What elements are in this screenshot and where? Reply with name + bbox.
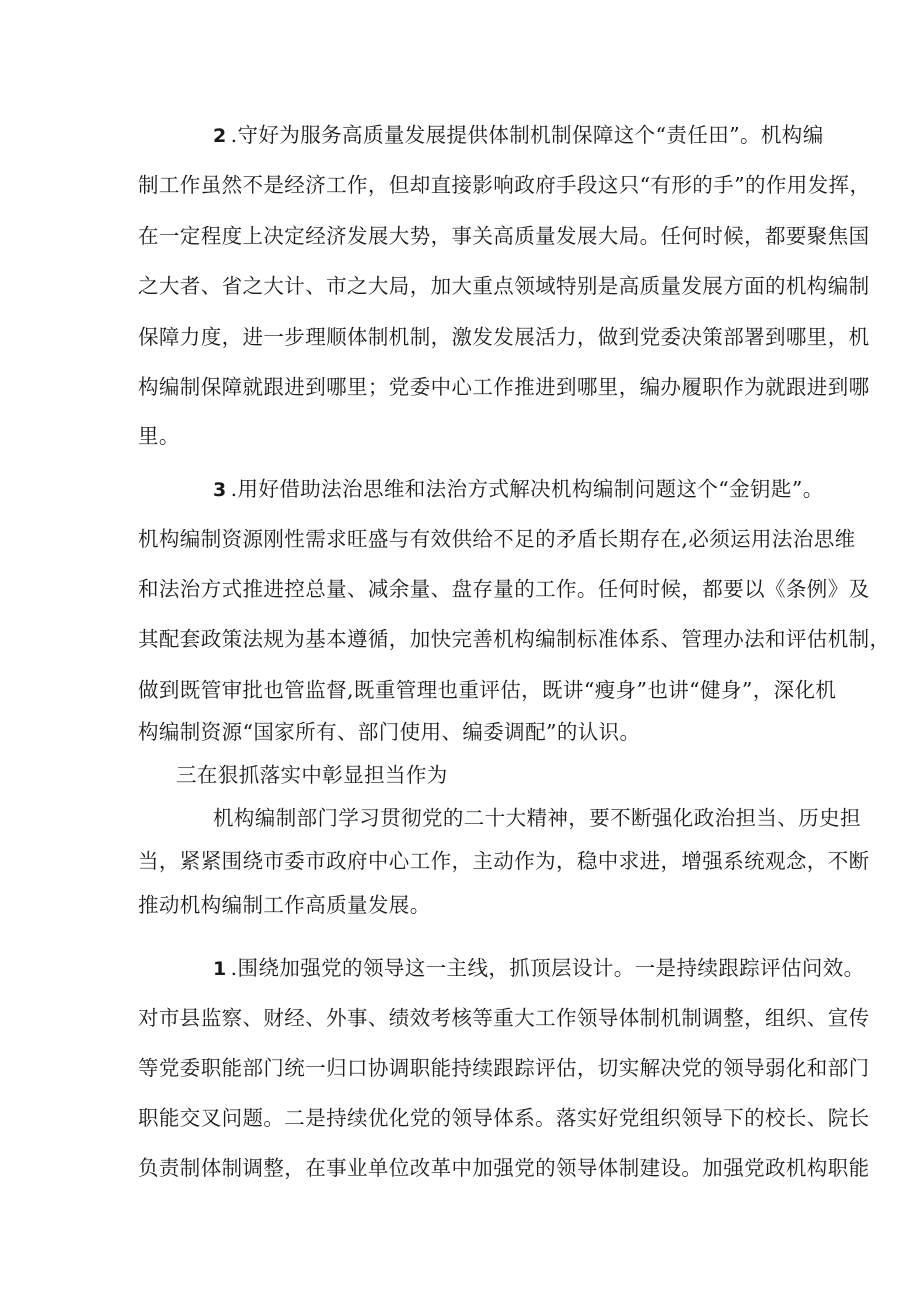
section-heading-3: 三在狠抓落实中彰显担当作为 <box>176 763 448 787</box>
para3-line-2: 机构编制资源刚性需求旺盛与有效供给不足的矛盾长期存在,必须运用法治思维 <box>138 527 856 551</box>
para1-number: 1 <box>213 958 227 980</box>
intro-line-2: 当，紧紧围绕市委市政府中心工作，主动作为，稳中求进，增强系统观念，不断 <box>138 849 870 873</box>
para3-line-3: 和法治方式推进控总量、减余量、盘存量的工作。任何时候，都要以《条例》及 <box>138 577 870 601</box>
para2-line-1: 2 .守好为服务高质量发展提供体制机制保障这个“责任田”。机构编 <box>213 123 824 147</box>
para1-line-4: 职能交叉问题。二是持续优化党的领导体系。落实好党组织领导下的校长、院长 <box>138 1106 870 1130</box>
intro-line-1: 机构编制部门学习贯彻党的二十大精神，要不断强化政治担当、历史担 <box>213 806 861 830</box>
para2-line-6: 构编制保障就跟进到哪里；党委中心工作推进到哪里，编办履职作为就跟进到哪 <box>138 375 870 399</box>
para2-line-5: 保障力度，进一步理顺体制机制，激发发展活力，做到党委决策部署到哪里，机 <box>138 325 870 349</box>
para1-line-5: 负责制体制调整，在事业单位改革中加强党的领导体制建设。加强党政机构职能 <box>138 1156 870 1180</box>
para3-line-5: 做到既管审批也管监督,既重管理也重评估，既讲“瘦身”也讲“健身”，深化机 <box>138 678 837 702</box>
para2-line-4: 之大者、省之大计、市之大局，加大重点领域特别是高质量发展方面的机构编制 <box>138 274 870 298</box>
para2-line-3: 在一定程度上决定经济发展大势，事关高质量发展大局。任何时候，都要聚焦国 <box>138 224 870 248</box>
para3-line-1: 3 .用好借助法治思维和法治方式解决机构编制问题这个“金钥匙”。 <box>213 477 824 501</box>
para2-line-2: 制工作虽然不是经济工作，但却直接影响政府手段这只“有形的手”的作用发挥， <box>138 173 871 197</box>
para2-line-7: 里。 <box>138 424 180 448</box>
para1-line-1: 1 .围绕加强党的领导这一主线，抓顶层设计。一是持续跟踪评估问效。 <box>213 956 865 980</box>
para1-line-3: 等党委职能部门统一归口协调职能持续跟踪评估，切实解决党的领导弱化和部门 <box>138 1056 870 1080</box>
intro-line-3: 推动机构编制工作高质量发展。 <box>138 893 431 917</box>
para3-line-6: 构编制资源“国家所有、部门使用、编委调配”的认识。 <box>138 720 641 744</box>
para3-number: 3 <box>213 479 227 501</box>
para2-number: 2 <box>213 125 227 147</box>
para3-line-4: 其配套政策法规为基本遵循，加快完善机构编制标准体系、管理办法和评估机制， <box>138 627 891 651</box>
para1-line-2: 对市县监察、财经、外事、绩效考核等重大工作领导体制机制调整，组织、宣传 <box>138 1006 870 1030</box>
